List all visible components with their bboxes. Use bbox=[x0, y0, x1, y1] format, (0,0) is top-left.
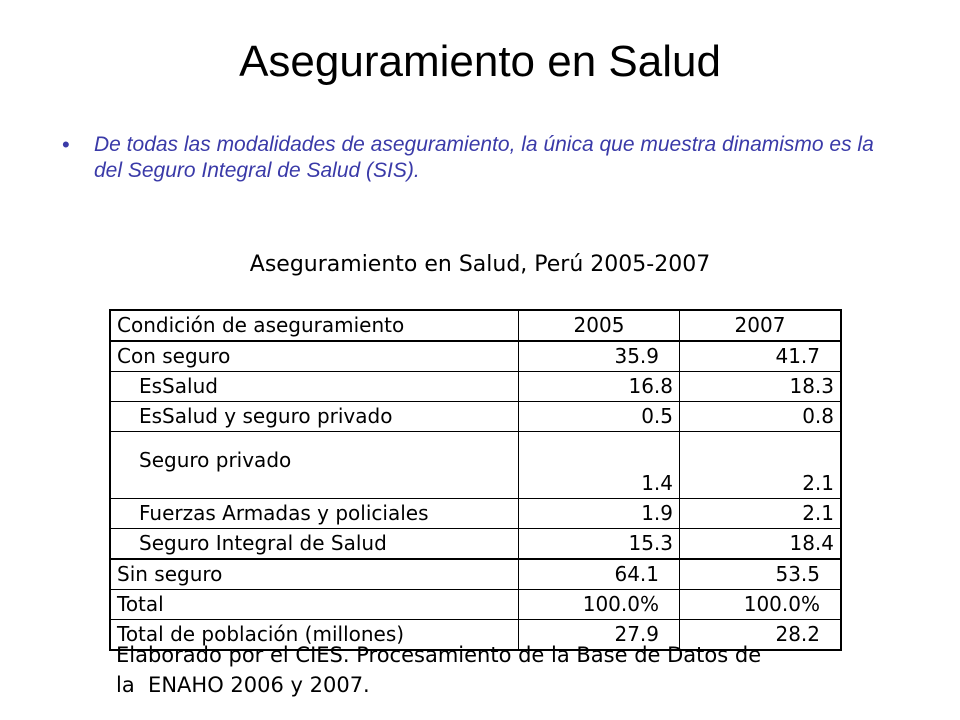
row-value-2007: 2.1 bbox=[680, 499, 842, 529]
row-label: Total bbox=[110, 590, 519, 620]
slide-title: Aseguramiento en Salud bbox=[239, 37, 721, 86]
row-value-2007: 100.0% bbox=[680, 590, 842, 620]
row-label: Total de población (millones) bbox=[110, 620, 519, 651]
table-row bbox=[110, 529, 841, 560]
row-label: Fuerzas Armadas y policiales bbox=[110, 499, 519, 529]
bullet-marker: • bbox=[62, 132, 70, 157]
row-value-2005: 100.0% bbox=[519, 590, 680, 620]
header-2007: 2007 bbox=[680, 310, 842, 341]
row-value-2005: 35.9 bbox=[519, 341, 680, 372]
source-line-1: Elaborado por el CIES. Procesamiento de la Base de Datos de bbox=[116, 643, 762, 667]
table-header-row bbox=[110, 310, 841, 341]
row-value-2007: 53.5 bbox=[680, 559, 842, 590]
row-label: Seguro privado bbox=[110, 432, 519, 499]
row-value-2005: 27.9 bbox=[519, 620, 680, 651]
table-row bbox=[110, 402, 841, 432]
bullet-point bbox=[62, 132, 902, 184]
source-note bbox=[116, 640, 856, 700]
header-condition: Condición de aseguramiento bbox=[110, 310, 519, 341]
source-line-2: la ENAHO 2006 y 2007. bbox=[116, 673, 370, 697]
table-row bbox=[110, 432, 841, 499]
insurance-table bbox=[109, 309, 842, 651]
bullet-text: De todas las modalidades de aseguramiento, la única que muestra dinamismo es la del Seguro Integral de Salud (SIS). bbox=[94, 133, 874, 182]
row-value-2007: 28.2 bbox=[680, 620, 842, 651]
row-value-2005: 0.5 bbox=[519, 402, 680, 432]
table-row bbox=[110, 372, 841, 402]
row-value-2005: 15.3 bbox=[519, 529, 680, 560]
row-label: Con seguro bbox=[110, 341, 519, 372]
row-value-2005: 16.8 bbox=[519, 372, 680, 402]
row-value-2007: 2.1 bbox=[680, 432, 842, 499]
table-row bbox=[110, 559, 841, 590]
table-row bbox=[110, 341, 841, 372]
row-value-2007: 0.8 bbox=[680, 402, 842, 432]
row-value-2007: 41.7 bbox=[680, 341, 842, 372]
header-2005: 2005 bbox=[519, 310, 680, 341]
row-value-2005: 64.1 bbox=[519, 559, 680, 590]
row-label: Seguro Integral de Salud bbox=[110, 529, 519, 560]
row-value-2007: 18.3 bbox=[680, 372, 842, 402]
row-value-2007: 18.4 bbox=[680, 529, 842, 560]
table-row bbox=[110, 499, 841, 529]
table-title: Aseguramiento en Salud, Perú 2005-2007 bbox=[249, 252, 711, 277]
row-value-2005: 1.9 bbox=[519, 499, 680, 529]
table-row bbox=[110, 590, 841, 620]
row-label: EsSalud y seguro privado bbox=[110, 402, 519, 432]
row-label: EsSalud bbox=[110, 372, 519, 402]
row-value-2005: 1.4 bbox=[519, 432, 680, 499]
row-label: Sin seguro bbox=[110, 559, 519, 590]
